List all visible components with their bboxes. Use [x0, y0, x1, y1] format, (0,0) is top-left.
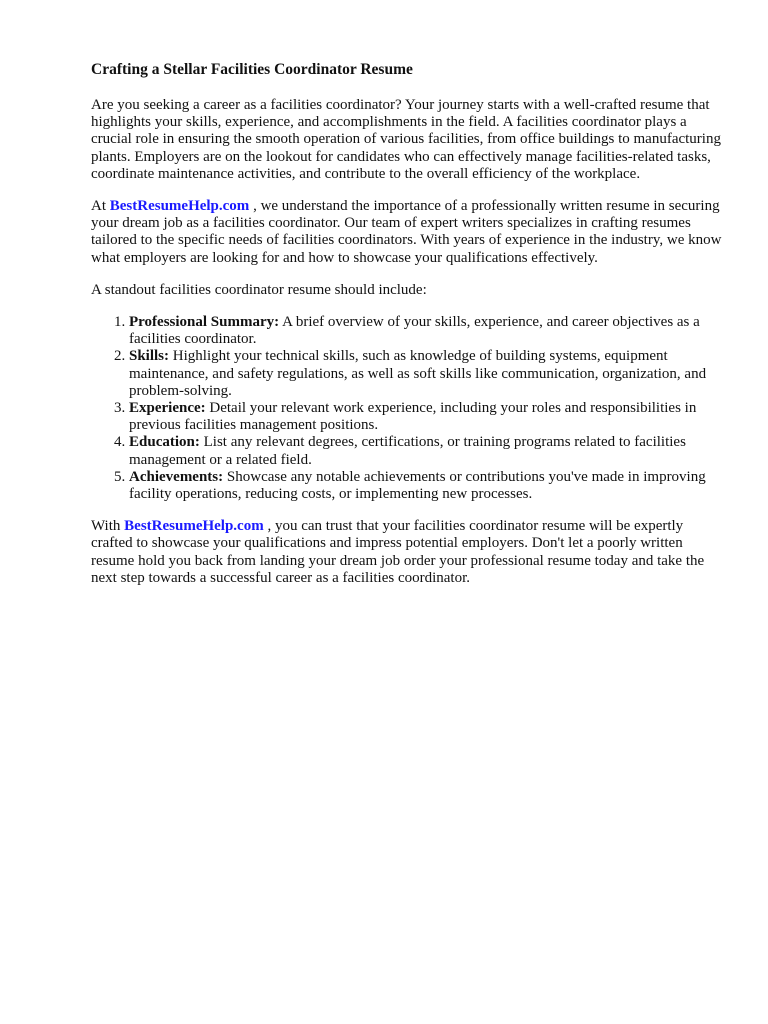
- list-item: [129, 314, 728, 348]
- list-item-term: Skills:: [129, 348, 170, 365]
- closing-prefix: With: [91, 518, 125, 535]
- closing-paragraph: [91, 518, 728, 587]
- list-item: [129, 400, 728, 434]
- service-paragraph: [91, 198, 728, 267]
- document-title: Crafting a Stellar Facilities Coordinator Resume: [91, 61, 413, 78]
- list-intro: A standout facilities coordinator resume should include:: [91, 281, 427, 298]
- list-item: [129, 348, 728, 400]
- closing-text: , you can trust that your facilities coordinator resume will be expertly crafted to showcase your qualifications and impress potential employers. Don't let a poorly written resume hold you back from landing your dream job order your professional resume today and take the next step towards a successful career as a facilities coordinator.: [91, 518, 705, 586]
- list-item-text: A brief overview of your skills, experience, and career objectives as a facilities coordinator.: [129, 314, 700, 348]
- list-item-term: Professional Summary:: [129, 314, 280, 331]
- list-item-term: Experience:: [129, 400, 206, 417]
- service-prefix: At: [91, 198, 110, 215]
- service-text: , we understand the importance of a professionally written resume in securing your dream job as a facilities coordinator. Our team of expert writers specializes in crafting resumes tailored to the specific needs of facilities coordinators. With years of experience in the industry, we know what employers are looking for and how to showcase your qualifications effectively.: [91, 198, 722, 266]
- list-item-term: Achievements:: [129, 468, 224, 485]
- list-item-text: Showcase any notable achievements or contributions you've made in improving facility operations, reducing costs, or implementing new processes.: [129, 468, 706, 503]
- list-item-text: Highlight your technical skills, such as knowledge of building systems, equipment maintenance, and safety regulations, as well as soft skills like communication, organization, and problem-solving.: [129, 348, 707, 399]
- bestresumehelp-link[interactable]: BestResumeHelp.com: [109, 198, 250, 215]
- intro-paragraph: Are you seeking a career as a facilities coordinator? Your journey starts with a well-crafted resume that highlights your skills, experience, and accomplishments in the field. A facilities coordinator plays a crucial role in ensuring the smooth operation of various facilities, from office buildings to manufacturing plants. Employers are on the lookout for candidates who can effectively manage facilities-related tasks, coordinate maintenance activities, and contribute to the overall efficiency of the workplace.: [91, 97, 721, 182]
- list-item-term: Education:: [129, 434, 200, 451]
- list-item-text: Detail your relevant work experience, including your roles and responsibilities in previous facilities management positions.: [129, 400, 697, 434]
- list-item-text: List any relevant degrees, certifications, or training programs related to facilities management or a related field.: [129, 434, 686, 468]
- list-item: [129, 469, 728, 503]
- list-item: [129, 434, 728, 468]
- bestresumehelp-link-closing[interactable]: BestResumeHelp.com: [124, 518, 264, 535]
- resume-sections-list: [91, 314, 728, 503]
